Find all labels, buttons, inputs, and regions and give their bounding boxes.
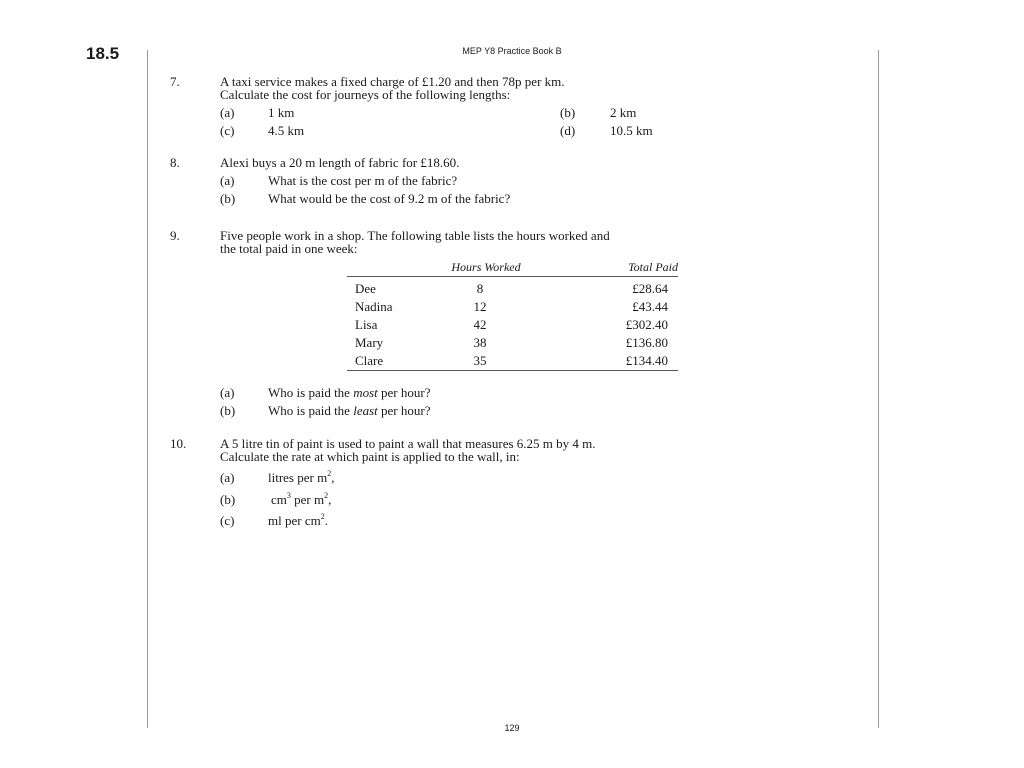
punctuation: ,	[331, 470, 335, 485]
part-label: (a)	[220, 173, 235, 188]
punctuation: ,	[328, 492, 332, 507]
question-number: 8.	[170, 155, 180, 170]
question-number: 10.	[170, 436, 187, 451]
question-text-line: A 5 litre tin of paint is used to paint a wall that measures 6.25 m by 4 m.	[220, 436, 596, 451]
part-label: (a)	[220, 470, 235, 485]
table-cell-name: Nadina	[355, 299, 393, 314]
superscript: 2	[320, 512, 325, 521]
table-header-hours: Hours Worked	[451, 260, 521, 274]
table-cell-hours: 38	[473, 335, 487, 350]
part-text: 4.5 km	[268, 123, 305, 138]
unit-text: litres per m	[268, 470, 328, 485]
emphasis-word: least	[353, 403, 378, 418]
table-cell-name: Clare	[355, 353, 384, 368]
part-text	[268, 513, 328, 528]
part-label: (b)	[220, 191, 236, 206]
table-cell-paid: £136.80	[625, 335, 668, 350]
unit-text: cm	[271, 492, 287, 507]
part-text	[268, 385, 430, 400]
part-label: (d)	[560, 123, 576, 138]
left-margin-rule	[147, 50, 148, 728]
part-label: (a)	[220, 105, 235, 120]
part-text	[271, 492, 331, 507]
table-header-paid: Total Paid	[628, 260, 678, 274]
table-cell-paid: £28.64	[632, 281, 668, 296]
table-cell-hours: 8	[476, 281, 484, 296]
part-text	[268, 470, 334, 485]
part-text-post: per hour?	[377, 385, 431, 400]
part-text-pre: Who is paid the	[268, 403, 354, 418]
emphasis-word: most	[353, 385, 378, 400]
part-label: (c)	[220, 513, 235, 528]
superscript: 3	[286, 491, 291, 500]
question-number: 9.	[170, 228, 180, 243]
superscript: 2	[324, 491, 329, 500]
table-cell-hours: 42	[473, 317, 487, 332]
section-number: 18.5	[86, 44, 120, 63]
question-text-line: Calculate the rate at which paint is applied to the wall, in:	[220, 449, 520, 464]
unit-text: ml per cm	[268, 513, 321, 528]
question-text-line: A taxi service makes a fixed charge of £1.20 and then 78p per km.	[220, 74, 565, 89]
part-text: 2 km	[610, 105, 637, 120]
table-cell-hours: 12	[473, 299, 487, 314]
part-text-post: per hour?	[377, 403, 431, 418]
table-cell-paid: £43.44	[632, 299, 668, 314]
punctuation: .	[324, 513, 328, 528]
page-header: MEP Y8 Practice Book B	[462, 46, 562, 56]
part-label: (c)	[220, 123, 235, 138]
unit-text: per m	[290, 492, 325, 507]
table-bottom-rule	[347, 370, 678, 371]
question-text-line: Calculate the cost for journeys of the following lengths:	[220, 87, 511, 102]
question-number: 7.	[170, 74, 180, 89]
right-margin-rule	[878, 50, 879, 728]
part-label: (b)	[220, 492, 236, 507]
question-text-line: Five people work in a shop. The following table lists the hours worked and	[220, 228, 610, 243]
part-text: 1 km	[268, 105, 295, 120]
table-cell-name: Mary	[355, 335, 384, 350]
question-text-line: Alexi buys a 20 m length of fabric for £18.60.	[220, 155, 460, 170]
table-cell-name: Lisa	[355, 317, 378, 332]
part-label: (a)	[220, 385, 235, 400]
part-label: (b)	[220, 403, 236, 418]
part-text-pre: Who is paid the	[268, 385, 354, 400]
part-text: What would be the cost of 9.2 m of the fabric?	[268, 191, 511, 206]
superscript: 2	[327, 469, 332, 478]
table-cell-name: Dee	[355, 281, 376, 296]
part-label: (b)	[560, 105, 576, 120]
table-cell-hours: 35	[473, 353, 487, 368]
part-text	[268, 403, 430, 418]
question-text-line: the total paid in one week:	[220, 241, 358, 256]
part-text: What is the cost per m of the fabric?	[268, 173, 458, 188]
table-top-rule	[347, 276, 678, 277]
page-number: 129	[504, 723, 520, 733]
part-text: 10.5 km	[610, 123, 653, 138]
table-cell-paid: £302.40	[625, 317, 668, 332]
table-cell-paid: £134.40	[625, 353, 668, 368]
